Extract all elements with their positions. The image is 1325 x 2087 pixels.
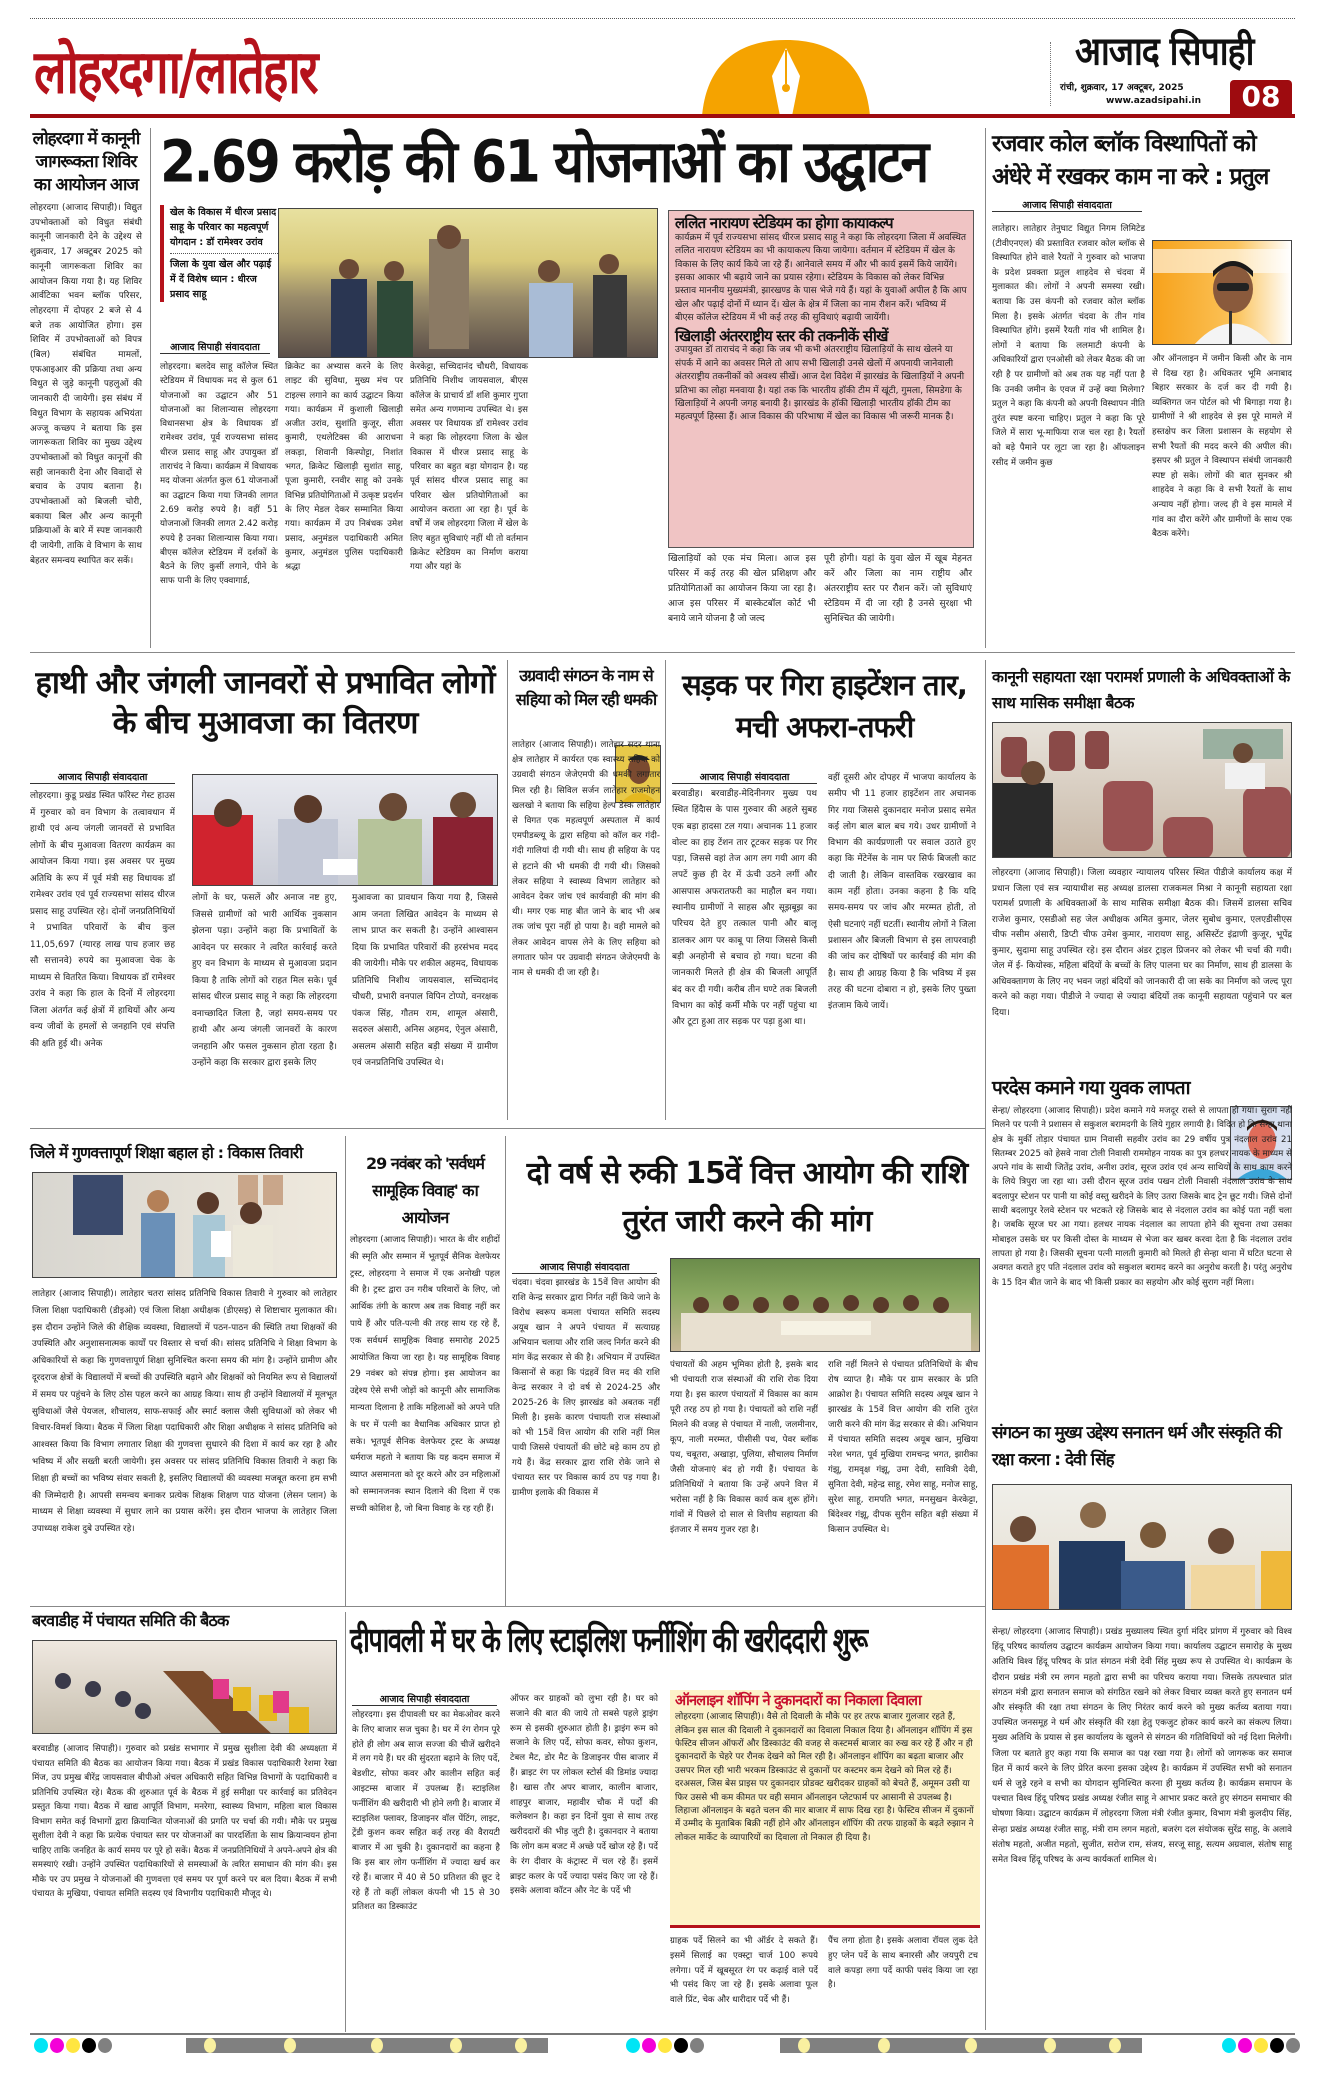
registration-oval — [965, 2038, 977, 2053]
top-dotted-rule — [30, 18, 1295, 19]
footer-rule — [30, 2033, 1295, 2035]
registration-dot — [98, 2038, 112, 2053]
registration-oval — [878, 2038, 890, 2053]
registration-oval — [1044, 2038, 1056, 2053]
registration-dot — [1222, 2038, 1236, 2053]
registration-oval — [798, 2038, 810, 2053]
main-col-4: खिलाड़ियों को एक मंच मिला। आज इस परिसर में कई तरह की खेल प्रशिक्षण और प्रतियोगिताओं का आयोजन किया जा रहा है। आज इस परिसर में बास्केटबॉल कोर्ट भी बनाये जाने योजना है जो जल्द — [668, 554, 816, 624]
panchayat-meeting-photo — [32, 1640, 337, 1734]
masthead-red-rule — [30, 114, 1295, 118]
dateline: रांची, शुक्रवार, 17 अक्टूबर, 2025 — [1060, 83, 1184, 93]
devi-singh-body: सेन्हा/ लोहरदगा (आजाद सिपाही)। प्रखंड मुख्यालय स्थित दुर्गा मंदिर प्रांगण में गुरुवार को विश्व हिंदू परिषद कार्यालय उद्घाटन कार्यक्रम आयोजन किया गया। कार्यालय उद्घाटन समारोह के मुख्य अतिथि विश्व हिंदू परिषद के प्रांत संगठन मंत्री देवी सिंह मुख्य रूप से उपस्थित थे। कार्यक्रम के दौरान प्रखंड मंत्री रम लगन महतो द्वारा सभी का परिचय कराया गया। जिसके तत्पश्चात प्रांत संगठन मंत्री द्वारा सनातन समाज को संगठित रखने को लेकर विचार व्यक्त करते हुए सनातन धर्म और संस्कृति की रक्षा तथा संगठन के लिए निरंतर कार्य करने को मुख्य कर्तव्य बताया गया। उपस्थित जनसमूह ने धर्म और संस्कृति की रक्षा हेतु एकजुट होकर कार्य करने का संकल्प लिया। मुख्य अतिथि के प्रयास से इस कार्यालय के खुलने से संगठन की गतिविधियों को नई दिशा मिलेगी। जिला पर बताते हुए कहा गया कि समाज का पक्ष रखा गया है। लोगों को जागरूक कर समाज हित में कार्य करने के लिए प्रेरित करना इसका उद्देश्य है। कार्यक्रम में उपस्थित सभी को सनातन धर्म से जुड़े रहने व सभी का योगदान सुनिश्चित करना ही मुख्य कर्तव्य है। कार्यक्रम समापन के पश्चात विश्व हिंदू परिषद प्रखंड अध्यक्ष रंजीत साहू ने आभार प्रकट करते हुए संगठन समाचार की घोषणा किया। उद्घाटन कार्यक्रम में लोहरदगा जिला मंत्री रंजीत कुमार, विभाग मंत्री कुलदीप सिंह, सेन्हा प्रखंड अध्यक्ष रंजीत साहू, मंत्री राम लगन महतो, बजरंग दल संयोजक सुरेंद्र साहू, के अलावे संतोष महतो, अजीत महतो, सुजीत, सरोज राम, संजय, सरजू साहू, सत्यम अग्रवाल, संतोष साहू समेत विश्व हिंदू परिषद के अन्य कार्यकर्ता शामिल थे। — [992, 1627, 1292, 1866]
column-rule — [665, 660, 666, 1120]
diwali-col-1: लोहरदगा। इस दीपावली घर का मेकओवर करने के लिए बाजार सज चुका है। घर में रंग रोगन पूरे होते ही लोग अब साज सज्जा की चीजें खरीदने में लग गये हैं। घर की सुंदरता बढ़ाने के लिए पर्दे, बेडशीट, सोफा कवर और कालीन सहित कई आइटम्स बाजार में उपलब्ध हैं। स्टाइलिश फर्नीशिंग की खरीदारी भी होने लगी है। बाजार में स्टाइलिश फ्लावर, डिजाइनर वॉल पेंटिंग, लाइट, ट्रेंडी कुशन कवर सहित कई तरह की वैरायटी बाजार में आ चुकी है। दुकानदारों का कहना है कि इस बार लोग फर्नीशिंग में ज्यादा खर्च कर रहे हैं। बाजार में 40 से 50 प्रतिशत की छूट दे रहे हैं तो कहीं लोकल कंपनी भी 15 से 30 प्रतिशत का डिस्काउंट — [352, 1710, 500, 1913]
main-col-5: पूरी होगी। यहां के युवा खेल में खूब मेहनत करें और जिला का नाम राष्ट्रीय और अंतरराष्ट्रीय स्तर पर रौशन करें। जो सुविधाएं स्टेडियम में दी जा रही है उनसे सुरक्षा भी सुनिश्चित की जायेगी। — [824, 554, 972, 624]
registration-oval — [515, 2038, 527, 2053]
byline: आजाद सिपाही संवाददाता — [30, 770, 175, 784]
section-rule — [30, 652, 1295, 653]
missing-body: सेन्हा/ लोहरदगा (आजाद सिपाही)। प्रदेश कमाने गये मजदूर रास्ते से लापता हो गया। सुराग नहीं मिलने पर पत्नी ने प्रशासन से सकुशल बरामदगी के लिये गुहार लगायी है। विदित हो कि सेन्हा थाना क्षेत्र के मुर्की तोड़ार पंचायत ग्राम निवासी सहवीर उरांव का 29 वर्षीय पुत्र नंदलाल उरांव 21 सितम्बर 2025 को हेसवे नावा टोली निवासी राममोहन नायक का पुत्र हलधर नायक के माध्यम से अपने गांव के साथी जितेंद्र उरांव, अनीश उरांव, सूरज उरांव एवं अन्य साथियों के साथ काम करने के लिये त्रिपुरा जा रहा था। उसी दौरान सूरज उरांव पखन टोली निवासी नंदलाल उरांव के साथ बदलापुर स्टेशन पर पानी या कोई वस्तु खरीदने के लिए उतरा जिसके बाद ट्रेन छूट गयी। जिसे दोनों साथी बदलापुर रेलवे स्टेशन पर भटकते रहे जिसके बाद से नंदलाल उरांव का कोई पता नहीं चला है। जबकि सूरज घर आ गया। हलधर नायक नंदलाल का लापता होने की सूचना तथा उसका मोबाइल उसके घर पर किसी दोस्त के माध्यम से भेजा कर खबर करवा देता है कि नंदलाल उरांव लापता हो गया है। जिसकी सूचना पत्नी मालती कुमारी को मिलते ही सेन्हा थाना में घटित घटना से अवगत कराते हुए पति नंदलाल उरांव को सकुशल बरामद करने का अनुरोध करती है। परंतु अनुरोध के 15 दिन बीत जाने के बाद भी किसी प्रकार का सहयोग और कोई सुराग नहीं मिला। — [992, 1106, 1292, 1288]
byline: आजाद सिपाही संवाददाता — [672, 770, 817, 784]
diwali-col-4: पैंच लगा होता है। इसके अलावा रॉयल लुक देते हुए प्लेन पर्दे के साथ बनारसी और जयपुरी टच वाले कपड़ा लगा पर्दे काफी पसंद किया जा रहा है। — [828, 1936, 978, 1991]
registration-dot — [642, 2038, 656, 2053]
legal-aid-headline: कानूनी सहायता रक्षा परामर्श प्रणाली के अधिवक्ताओं के साथ मासिक समीक्षा बैठक — [992, 668, 1290, 712]
story-legal-camp — [30, 128, 142, 569]
barwadih-body: बरवाडीह (आजाद सिपाही)। गुरुवार को प्रखंड सभागार में प्रमुख सुशीला देवी की अध्यक्षता में पंचायत समिति की बैठक का आयोजन किया गया। बैठक में प्रखंड विकास पदाधिकारी रेशमा रेखा मिंज, उप प्रमुख बीरेंद्र जायसवाल बीपीओ अंचल अधिकारी सहित विभिन्न विभागों के पदाधिकारी व प्रतिनिधि उपस्थित रहे। बैठक की शुरुआत पूर्व के बैठक में हुई समीक्षा पर कार्रवाई का प्रतिवेदन प्रस्तुत किया गया। बैठक में खाद्य आपूर्ति विभाग, मनरेगा, स्वास्थ्य विभाग, महिला बाल विकास विभाग समेत कई विभागों द्वारा क्रियान्वित योजनाओं की प्रगति पर चर्चा की गयी। मौके पर प्रमुख सुशीला देवी ने कहा कि प्रत्येक पंचायत स्तर पर योजनाओं का पारदर्शिता के साथ क्रियान्वयन होना चाहिए ताकि जनहित के कार्य समय पर पूरे हो सकें। बैठक में जनप्रतिनिधियों ने अपने-अपने क्षेत्र की समस्याएं रखी। उन्होंने उपस्थित पदाधिकारियों से समस्याओं के त्वरित समाधान की मांग की। इस मौके पर उप प्रमुख ने योजनाओं की गुणवत्ता एवं समय पर पूर्ण करने पर बल दिया। बैठक में सभी पंचायत के मुखिया, पंचायत समिति सदस्य एवं विभागीय पदाधिकारी मौजूद थे। — [32, 1744, 337, 1899]
meeting-photo — [992, 722, 1292, 858]
website: www.azadsipahi.in — [1106, 96, 1201, 106]
registration-dot — [1254, 2038, 1268, 2053]
main-col-3: केरकेट्टा, सच्चिदानंद चौधरी, विधायक प्रतिनिधि निशीथ जायसवाल, बीएस कॉलेज के प्राचार्य डॉ शशि कुमार गुप्ता समेत अन्य गणमान्य उपस्थित थे। इस अवसर पर विधायक डॉ रामेश्वर उरांव ने कहा कि लोहरदगा जिला के खेल विकास में धीरज प्रसाद साहू के परिवार का बहुत बड़ा योगदान है। यह पूर्व सांसद धीरज प्रसाद साहू का परिवार खेल प्रतियोगिताओं का आयोजन कराता आ रहा है। पूर्व के वर्षों में जब लोहरदगा जिला में खेल के लिए बहुत सुविधाएं नहीं थी तो वर्तमान क्रिकेट स्टेडियम का निर्माण कराया गया और यहां के — [410, 362, 528, 573]
registration-oval — [204, 2038, 216, 2053]
column-rule — [985, 128, 986, 648]
section-title: लोहरदगा/लातेहार — [34, 37, 317, 108]
footer-gray-bar — [186, 2038, 548, 2053]
finance-headline: दो वर्ष से रुकी 15वें वित्त आयोग की राशि तुरंत जारी करने की मांग — [526, 1156, 968, 1239]
column-rule — [985, 660, 986, 2030]
finance-col-3: राशि नहीं मिलने से पंचायत प्रतिनिधियों के बीच रोष व्याप्त है। मौके पर ग्राम सरकार के प्रति आक्रोश है। पंचायत समिति सदस्य अयूब खान ने झारखंड के 15वें वित्त आयोग की राशि तुरंत जारी करने की मांग केंद्र सरकार से की। अभियान में पंचायत समिति सदस्य अयूब खान, मुखिया नरेश भगत, पूर्व मुखिया रामचन्द्र भगत, झारीका गंझू, रामवृक्ष गंझू, उमा देवी, सावित्री देवी, सुनिता देवी, महेन्द्र साहू, रमेश साहू, मनोज साहू, सुरेश साहू, रामपति भगत, मनसुखन केरकेट्टा, बिंदेश्वर गंझू, दीपक सुरीन सहित बड़ी संख्या में किसान उपस्थित थे। — [828, 1360, 978, 1535]
online-shopping-box — [670, 1690, 980, 1928]
registration-oval — [284, 2038, 296, 2053]
hightension-headline: सड़क पर गिरा हाइटेंशन तार, मची अफरा-तफरी — [682, 668, 967, 744]
rajwar-col-1: लातेहार। लातेहार तेनुघाट विद्युत निगम लिमिटेड (टीवीएनएल) की प्रस्तावित रजवार कोल ब्लॉक से विस्थापित होने वाले रैयतों ने गुरुवार को भाजपा के प्रदेश प्रवक्ता प्रतुल शाहदेव से चंदवा में मुलाकात की। लोगों ने अपनी समस्या रखी। बताया कि उस कंपनी को रजवार कोल ब्लॉक मिला है। इसके अंतर्गत चंदवा के तीन गांव विस्थापित होंगे। इसमें रैयती गांव भी शामिल है। लोगों ने बताया कि ललमाटी कंपनी के अधिकारियों द्वारा एनओसी को लेकर बैठक की जा रही है पर ग्रामीणों को अब तक यह नहीं पता है कि उनकी जमीन के एवज में उन्हें क्या मिलेगा? प्रतुल ने कहा कि कंपनी को अपनी विस्थापन नीति तुरंत स्पष्ट करना चाहिए। प्रतुल ने कहा कि पूरे जिले में सारा भू-माफिया राज चल रहा है। रैयतों को बड़े पैमाने पर लूटा जा रहा है। ऑफलाइन रसीद में जमीन कुछ — [992, 224, 1145, 468]
box-text: उपायुक्त डॉ ताराचंद ने कहा कि जब भी कभी अंतरराष्ट्रीय खिलाड़ियों के साथ खेलने या संपर्क में आने का अवसर मिले तो आप सभी खिलाड़ी उनसे खेलों में अपनायी जानेवाली अंतरराष्ट्रीय तकनीकों को अवश्य सीखें। आज देश विदेश में झारखंड के खिलाड़ियों ने अपनी प्रतिभा का लोहा मनवाया है। यहां तक कि भारतीय हॉकी टीम में खूंटी, गुमला, सिमडेगा के खिलाड़ियों ने अपनी जगह बनायी है। झारखंड के हॉकी खिलाड़ी भारतीय हॉकी टीम का महत्वपूर्ण हिस्सा हैं। आज विकास की परिभाषा में खेल का विकास भी जरूरी मानक है। — [675, 345, 965, 423]
box-heading: ललित नारायण स्टेडियम का होगा कायाकल्प — [675, 214, 893, 232]
byline: आजाद सिपाही संवाददाता — [512, 1260, 657, 1274]
diwali-headline: दीपावली में घर के लिए स्टाइलिश फर्नीशिंग की खरीददारी शुरू — [350, 1620, 867, 1660]
marriage-headline: 29 नवंबर को 'सर्वधर्म सामूहिक विवाह' का आयोजन — [366, 1154, 484, 1227]
registration-dot — [626, 2038, 640, 2053]
registration-dot — [1286, 2038, 1300, 2053]
main-col-2: क्रिकेट का अभ्यास करने के लिए लाइट की सुविधा, मुख्य मंच पर टाइल्स लगाने का कार्य उद्घाटन किया गया। कार्यक्रम में कुशाली खिलाड़ी अजीत उरांव, सुशांति कुजूर, सीता कुमारी, एथलेटिक्स की आराधना लकड़ा, शिवानी किस्पोट्टा, निशांत भगत, क्रिकेट खिलाड़ी सुशांत साहू, पूजा कुमारी, रनवीर साहू को उनके विभिन्न प्रतियोगिताओं में उत्कृष्ट प्रदर्शन के लिए मेडल देकर सम्मानित किया गया। कार्यक्रम में उप निबंधक उमेश प्रसाद, अनुमंडल पदाधिकारी अमित कुमार, अनुमंडल पुलिस पदाधिकारी श्रद्धा — [285, 362, 403, 573]
masthead-divider — [1050, 42, 1051, 106]
elephant-col-2: लोगों के घर, फसलें और अनाज नष्ट हुए, जिससे ग्रामीणों को भारी आर्थिक नुकसान झेलना पड़ा। उन्होंने कहा कि प्रभावितों के आवेदन पर सरकार ने त्वरित कार्रवाई करते हुए वन विभाग के माध्यम से मुआवजा प्रदान किया है ताकि लोगों को राहत मिल सके। पूर्व सांसद धीरज प्रसाद साहू ने कहा कि लोहरदगा वनाच्छादित जिला है, जहां समय-समय पर हाथी और अन्य जंगली जानवरों के कारण जनहानि और फसल नुकसान होता रहता है। उन्होंने कहा कि सरकार द्वारा इसके लिए — [192, 893, 337, 1068]
headline: रजवार कोल ब्लॉक विस्थापितों को अंधेरे में रखकर काम ना करे : प्रतुल — [992, 131, 1269, 190]
pullquote-box — [160, 205, 278, 302]
box-text: कार्यक्रम में पूर्व राज्यसभा सांसद धीरज प्रसाद साहू ने कहा कि लोहरदगा जिला में अवस्थित ललित नारायण स्टेडियम का भी कायाकल्प किया जायेगा। वर्तमान में स्टेडियम में खेल के विकास के लिए कार्य किये जा रहे हैं। आनेवाले समय में और भी कार्य इसमें किये जायेंगे। इसका आकार भी बढ़ाये जाने का प्रयास रहेगा। स्टेडियम के विकास को लेकर विभिन्न प्रस्ताव माननीय मुख्यमंत्री, झारखण्ड के पास भेजे गये हैं। यहां के युवाओं अपील है कि आप खेल और पढ़ाई दोनों में ध्यान दें। खेल के क्षेत्र में जिला का नाम रौशन करें। भविष्य में बीएस कॉलेज स्टेडियम में भी कई तरह की सुविधाएं बढ़ायी जायेंगी। — [675, 232, 967, 324]
elephant-col-3: मुआवजा का प्रावधान किया गया है, जिससे आम जनता लिखित आवेदन के माध्यम से लाभ प्राप्त कर सकती है। उन्होंने आश्वासन दिया कि प्रभावित परिवारों की हरसंभव मदद की जायेगी। मौके पर शकील अहमद, विधायक प्रतिनिधि निशीथ जायसवाल, सच्चिदानंद चौधरी, प्रभारी वनपाल विपिन टोप्पो, वनरक्षक पंकज सिंह, गौतम राम, शामूल अंसारी, सदरुल अंसारी, अनिस अहमद, ऐनुल अंसारी, असलम अंसारी सहित बड़ी संख्या में ग्रामीण एवं जनप्रतिनिधि उपस्थित थे। — [352, 893, 498, 1068]
missing-headline: परदेस कमाने गया युवक लापता — [992, 1077, 1190, 1099]
column-rule — [150, 128, 151, 648]
diwali-col-3: ग्राहक पर्दे सिलने का भी ऑर्डर दे सकते हैं। इसमें सिलाई का एक्स्ट्रा चार्ज 100 रूपये लगेगा। पर्दे में खूबसूरत रंग पर कढ़ाई वाले पर्दे भी पसंद किए जा रहे हैं। इसके अलावा फूल वाले प्रिंट, चेक और धारीदार पर्दे भी हैं। — [670, 1936, 818, 2006]
legal-aid-body: लोहरदगा (आजाद सिपाही)। जिला व्यवहार न्यायालय परिसर स्थित पीडीजे कार्यालय कक्ष में प्रधान जिला एवं सत्र न्यायाधीश सह अध्यक्ष डालसा राजकमल मिश्रा ने कानूनी सहायता रक्षा परामर्श प्रणाली के अधिवक्ताओं के साथ मासिक समीक्षा बैठक की। जिसमें डालसा सचिव राजेश कुमार, एसडीओ सह जेल अधीक्षक अमित कुमार, जेलर सुबोध कुमार, एलएडीसीएस चीफ नसीम अंसारी, डिप्टी चीफ उमेश कुमार, नारायण साहू, असिस्टेंट इंद्राणी कुजूर, भूपेंद्र कुमार, सुदामा साहू उपस्थित रहे। इस दौरान अंडर ट्राइल प्रिजनर को लेकर भी चर्चा की गयी। जेल में ई- कियोस्क, महिला बंदियों के बच्चों के लिए पालना घर का निर्माण, साथ ही डालसा के अधिवक्तागण के लिए नए भवन जहां बंदियों को जानकारी दी जा सके का निर्माण को जल्द पूरा करने को कहा गया। पीडीजे ने ज्यादा से ज्यादा बंदियों तक कानूनी सहायता पहुंचाने पर बल दिया। — [992, 868, 1292, 1018]
page-number: 08 — [1230, 80, 1292, 114]
registration-dot — [1238, 2038, 1252, 2053]
byline: आजाद सिपाही संवाददाता — [160, 340, 270, 354]
elephant-headline: हाथी और जंगली जानवरों से प्रभावित लोगों के बीच मुआवजा का वितरण — [35, 665, 495, 741]
diwali-col-2: ऑफर कर ग्राहकों को लुभा रही है। घर को सजाने की बात की जाये तो सबसे पहले ड्राइंग रूम से इसकी शुरुआत होती है। ड्राइंग रूम को सजाने के लिए पर्दे, सोफा कवर, सोफा कुशन, टेबल मैट, डोर मैट के डिजाइनर पीस बाजार में हैं। ब्राइट रंग पर लोकल स्टोर्स की डिमांड ज्यादा है। खास तौर अपर बाजार, कालीन बाजार, शाहपुर बाजार, महावीर चौक में पर्दों की कलेक्शन है। कहा इन दिनों युवा से साथ तरह खरीददारों की भीड़ जुटी है। दुकानदार ने बताया कि लोग कम बजट में अच्छे पर्दे खोज रहे हैं। पर्दे के रंग दीवार के कंट्रास्ट में चल रहे हैं। इसमें ब्राइट कलर के पर्दे ज्यादा पसंद किए जा रहे हैं। इसके अलावा कॉटन और नेट के पर्दे भी — [510, 1694, 658, 1897]
registration-dot — [82, 2038, 96, 2053]
hightension-col-1: बरवाडीह। बरवाडीह-मेदिनीनगर मुख्य पथ स्थित हिंदैास के पास गुरुवार की अहले सुबह एक बड़ा हादसा टल गया। अचानक 11 हजार वोल्ट का हाइ टेंशन तार टूटकर सड़क पर गिर पड़ा, जिससे वहां तेज आग लग गयी आग की लपटें कुछ ही देर में ऊंची उठने लगीं और आसपास अफरातफरी का माहौल बन गया। स्थानीय ग्रामीणों ने साहस और सूझबूझ का परिचय देते हुए तत्काल पानी और बालू डालकर आग पर काबू पा लिया जिससे किसी बड़ी अनहोनी से बचाव हो गया। घटना की जानकारी मिलते ही क्षेत्र की बिजली आपूर्ति बंद कर दी गयी। करीब तीन घण्टे तक बिजली विभाग का कोई कर्मी मौके पर नहीं पहुंचा था और टूटा हुआ तार सड़क पर पड़ा हुआ था। — [672, 789, 817, 1028]
story-body: लोहरदगा (आजाद सिपाही)। विद्युत उपभोक्ताओं को विधुत संबंधी कानूनी जानकारी देने के उद्देश्य से शुक्रवार, 17 अक्टूबर 2025 को कानूनी जागरूकता शिविर का आयोजन किया गया है। यह शिविर आर्वटिका भवन ब्लॉक परिसर, लोहरदगा में दोपहर 2 बजे से 4 बजे तक आयोजित होगा। इस शिविर में उपभोक्ताओं को विपत्र (बिल) संबंधित मामलों, एफआइआर की प्रक्रिया तथा अन्य विधुत से जुड़े कानूनी पहलुओं की जानकारी दी जायेगी। इस संबंध में विधुत विभाग के सहायक अभियंता अज्जू कच्छप ने बताया कि इस जागरूकता शिविर का मुख्य उद्देश्य उपभोक्ताओं को विधुत कानूनों की सही जानकारी देना और विवादों से बचाव के उपाय बताना है। उपभोक्ताओं को बिजली चोरी, बकाया बिल और अन्य कानूनी प्रक्रियाओं के बारे में स्पष्ट जानकारी दी जायेगी, ताकि वे विभाग के साथ बेहतर समन्वय स्थापित कर सकें। — [30, 203, 142, 566]
column-rule — [505, 1136, 506, 1606]
footer-gray-bar — [780, 2038, 1142, 2053]
sahiya-headline: उग्रवादी संगठन के नाम से सहिया को मिल रही धमकी — [515, 666, 657, 709]
box-text: लोहरदगा (आजाद सिपाही)। वैसे तो दिवाली के मौके पर हर तरफ बाजार गुलजार रहते हैं, लेकिन इस साल की दिवाली ने दुकानदारों का दिवाला निकाल दिया है। ऑनलाइन शॉपिंग में इस फेस्टिव सीजन ऑफरों और डिस्काउंट की वजह से कस्टमर्स बाजार का रुख कर रहे हैं और न ही दुकानदारों के चेहरे पर रौनक देखने को मिल रही है। ऑनलाइन शॉपिंग का बढ़ता बाजार और उसपर मिल रही भारी भरकम डिस्काउंट से दुकानों पर कस्टमर कम देखने को मिल रहे हैं। दरअसल, जिस बेस प्राइस पर दुकानदार प्रोडक्ट खरीदकर ग्राहकों को बेचते हैं, अमूमन उसी या फिर उससे भी कम कीमत पर वही समान ऑनलाइन प्लेटफार्म पर आसानी से उपलब्ध है। लिहाजा ऑनलाइन के बढ़ते चलन की मार बाजार में साफ दिख रहा है। फेस्टिव सीजन में दुकानों में उम्मीद के मुताबिक बिक्री नहीं होने और ऑनलाइन शॉपिंग की तरफ ग्राहकों के बढ़ते रुझान ने लोकल मार्केट के व्यापारियों का दिवाला तो निकाल ही दिया है। — [675, 1712, 974, 1843]
education-body: लातेहार (आजाद सिपाही)। लातेहार चतरा सांसद प्रतिनिधि विकास तिवारी ने गुरुवार को लातेहार जिला शिक्षा पदाधिकारी (डीइओ) एवं जिला शिक्षा अधीक्षक (डीएसइ) से शिष्टाचार मुलाकात की। इस दौरान उन्होंने जिले की शैक्षिक व्यवस्था, विद्यालयों में पठन-पाठन की स्थिति तथा शिक्षकों की उपस्थिति और अनुशासनात्मक कार्यों पर विस्तार से चर्चा की। सांसद प्रतिनिधि ने शिक्षा विभाग के अधिकारियों से कहा कि गुणवत्तापूर्ण शिक्षा सुनिश्चित करना समय की मांग है। उन्होंने ग्रामीण और दूरदराज क्षेत्रों के विद्यालयों में बच्चों की उपस्थिति बढ़ाने और शिक्षकों को नियमित रूप से विद्यालयों में समय पर पहुंचने के लिए ठोस पहल करने का आग्रह किया। साथ ही उन्होंने विद्यालयों में मूलभूत सुविधाओं जैसे पेयजल, शौचालय, साफ-सफाई और स्मार्ट क्लास जैसी सुविधाओं को लेकर भी विचार-विमर्श किया। बैठक में जिला शिक्षा पदाधिकारी और शिक्षा अधीक्षक ने सांसद प्रतिनिधि को आश्वस्त किया कि विभाग लगातार शिक्षा की गुणवत्ता सुधारने की दिशा में कार्य कर रहा है और भविष्य में और सख्ती बरती जायेगी। इस अवसर पर सांसद प्रतिनिधि विकास तिवारी ने कहा कि शिक्षा ही बच्चों का भविष्य संवार सकती है, इसलिए विद्यालयों की व्यवस्था मजबूत करना हम सभी की जिम्मेदारी है। आपसी समन्वय बनाकर प्रत्येक शिक्षक शिक्षण पाठ योजना (लेसन प्लान) के माध्यम से शिक्षा व्यवस्था में सुधार लाने का प्रयास करेंगे। इस दौरान भाजपा के लातेहार जिला उपाध्यक्ष राकेश दुबे उपस्थित रहे। — [32, 1289, 337, 1535]
compensation-photo — [192, 774, 498, 886]
devi-singh-headline: संगठन का मुख्य उद्देश्य सनातन धर्म और संस्कृति की रक्षा करना : देवी सिंह — [992, 1423, 1281, 1470]
vhp-office-photo — [992, 1484, 1292, 1610]
education-photo — [32, 1172, 337, 1278]
hightension-col-2: वहीं दूसरी ओर दोपहर में भाजपा कार्यालय के समीप भी 11 हजार हाइटेंशन तार अचानक गिर गया जिससे दुकानदार मनोज प्रसाद समेत कई लोग बाल बाल बच गये। उधर ग्रामीणों ने विभाग की कार्यप्रणाली पर सवाल उठाते हुए कहा कि मेंटेनेंस के नाम पर सिर्फ बिजली काट दी जाती है। लेकिन वास्तविक रखरखाव का काम नहीं होता। उनका कहना है कि यदि समय-समय पर जांच और मरम्मत होती, तो ऐसी घटनाएं नहीं घटतीं। स्थानीय लोगों ने जिला प्रशासन और बिजली विभाग से इस लापरवाही की जांच कर दोषियों पर कार्रवाई की मांग की है। साथ ही आग्रह किया है कि भविष्य में इस तरह की घटना दोबारा न हो, इसके लिए पुख्ता इंतजाम किये जायें। — [828, 773, 976, 1012]
section-rule — [30, 1128, 985, 1129]
byline: आजाद सिपाही संवाददाता — [352, 1692, 497, 1706]
column-rule — [345, 1136, 346, 1606]
section-rule — [30, 1606, 985, 1607]
finance-col-1: चंदवा। चंदवा झारखंड के 15वें वित्त आयोग की राशि केन्द्र सरकार द्वारा निर्गत नहीं किये जाने के विरोध स्वरूप कमला पंचायत समिति सदस्य अयूब खान ने अपने पंचायत में सत्याग्रह अभियान चलाया और राशि जल्द निर्गत करने की मांग केंद्र सरकार से की है। अभियान में उपस्थित किसानों से कहा कि पंद्रहवें वित्त मद की राशि केन्द्र सरकार ने दो वर्ष से 2024-25 और 2025-26 के लिए झारखंड को अबतक नहीं मिली है। इसके कारण पंचायती राज संस्थाओं को भी 15वें वित्त आयोग की राशि नहीं मिल पायी जिससे पंचायतों की छोटे बड़े काम ठप हो गये हैं। केंद्र सरकार द्वारा राशि रोके जाने से पंचायत स्तर पर विकास कार्य ठप पड़ गया है। ग्रामीण इलाके की विकास में — [512, 1278, 660, 1498]
main-col-1: लोहरदगा। बलदेव साहू कॉलेज स्थित स्टेडियम में विधायक मद से कुल 61 योजनाओं का उद्घाटन और 51 योजनाओं का शिलान्यास लोहरदगा विधानसभा क्षेत्र के विधायक डॉ रामेश्वर उरांव, पूर्व राज्यसभा सांसद धीरज प्रसाद साहू और उपायुक्त डॉ ताराचंद ने किया। कार्यक्रम में विधायक मद योजना अंतर्गत कुल 61 योजनाओं का उद्घाटन किया गया जिनकी लागत 2.69 करोड़ रुपये है। वहीं 51 योजनाओं जिनकी लागत 2.42 करोड़ रुपये है उनका शिलान्यास किया गया। बीएस कॉलेज स्टेडियम में दर्शकों के बैठने के लिए कुर्सी लगाने, पीने के साफ पानी के लिए एक्वागार्ड, — [160, 362, 278, 587]
headline: लोहरदगा में कानूनी जागरूकता शिविर का आयोजन आज — [32, 129, 140, 195]
education-headline: जिले में गुणवत्तापूर्ण शिक्षा बहाल हो : विकास तिवारी — [30, 1144, 303, 1162]
barwadih-headline: बरवाडीह में पंचायत समिति की बैठक — [32, 1611, 229, 1630]
registration-oval — [450, 2038, 462, 2053]
pen-nib-logo — [702, 40, 870, 116]
registration-dot — [50, 2038, 64, 2053]
story-rajwar — [992, 128, 1295, 212]
column-rule — [345, 1612, 346, 2032]
registration-marks-right — [1222, 2038, 1300, 2053]
registration-dot — [690, 2038, 704, 2053]
main-photo — [278, 208, 658, 358]
column-rule — [507, 660, 508, 1120]
byline: आजाद सिपाही संवाददाता — [992, 198, 1142, 212]
finance-col-2: पंचायतों की अहम भूमिका होती है, इसके बाद भी पंचायती राज संस्थाओं की राशि रोक दिया गया है। इस कारण पंचायतों में विकास का काम पूरी तरह ठप हो गया है। पंचायतों को राशि नहीं मिलने की वजह से पंचायत में नाली, जलमीनार, कूप, नाली मरम्मत, पीसीसी पथ, पेवर ब्लॉक पथ, चबूतरा, अखाड़ा, पुलिया, सौचालय निर्माण जैसी योजनाएं बंद हो गयी हैं। पंचायत के प्रतिनिधियों ने बताया कि उन्हें अपने वित्त में भरोसा नहीं है कि विकास कार्य कब शुरू होंगे। गांवों में पिछले दो साल से वित्तीय सहायता की इंतजार में समय गुजर रहा है। — [670, 1360, 818, 1535]
main-headline: 2.69 करोड़ की 61 योजनाओं का उद्घाटन — [160, 128, 927, 197]
rajwar-col-2: और ऑनलाइन में जमीन किसी और के नाम से दिख रहा है। अधिकतर भूमि अनाबाद बिहार सरकार के दर्ज कर दी गयी है। व्यक्तिगत जन पोर्टल को भी बिगाड़ा गया है। ग्रामीणों ने श्री शाहदेव से इस पूरे मामले में हस्तक्षेप कर जिला प्रशासन के सहयोग से सभी रैयतों की मदद करने की अपील की। इसपर श्री प्रतुल ने विस्थापन संबंधी जानकारी स्पष्ट हो सके। लोगों की बात सुनकर श्री शाहदेव ने कहा कि वे सभी रैयतों के साथ अन्याय नहीं होगा। जल्द ही वे इस मामले में गांव का दौरा करेंगे और ग्रामीणों के साथ एक बैठक करेंगे। — [1152, 354, 1292, 540]
registration-dot — [1270, 2038, 1284, 2053]
satyagraha-photo — [670, 1258, 980, 1352]
pullquote: खेल के विकास में धीरज प्रसाद साहू के परिवार का महत्वपूर्ण योगदान : डॉ रामेश्वर उरांव — [170, 205, 278, 254]
registration-oval — [371, 2038, 383, 2053]
registration-dot — [658, 2038, 672, 2053]
pratul-photo — [1152, 240, 1292, 345]
pullquote: जिला के युवा खेल और पढ़ाई में दें विशेष ध्यान : धीरज प्रसाद साहू — [170, 259, 272, 300]
registration-marks-left — [34, 2038, 112, 2053]
box-heading: ऑनलाइन शॉपिंग ने दुकानदारों का निकाला दिवाला — [675, 1693, 921, 1709]
marriage-body: लोहरदगा (आजाद सिपाही)। भारत के वीर शहीदों की स्मृति और सम्मान में भूतपूर्व सैनिक वेलफेयर ट्रस्ट, लोहरदगा ने समाज में एक अनोखी पहल की है। ट्रस्ट द्वारा उन गरीब परिवारों के लिए, जो आर्थिक तंगी के कारण अब तक विवाह नहीं कर पाये हैं और पति-पत्नी की तरह साथ रह रहे हैं, एक सर्वधर्म सामूहिक विवाह समारोह 2025 आयोजित किया जा रहा है। यह सामूहिक विवाह 29 नवंबर को संपन्न होगा। इस आयोजन का उद्देश्य ऐसे सभी जोड़ों को कानूनी और सामाजिक मान्यता दिलाना है ताकि महिलाओं को अपने पति के घर में पत्नी का वैधानिक अधिकार प्राप्त हो सके। भूतपूर्व सैनिक वेलफेयर ट्रस्ट के अध्यक्ष धर्मराज महतो ने बताया कि यह कदम समाज में व्याप्त असमानता को दूर करने और उन महिलाओं को सम्मानजनक स्थान दिलाने की दिशा में एक सच्ची कोशिश है, जो बिना विवाह के रह रही हैं। — [350, 1235, 500, 1514]
registration-marks-center — [626, 2038, 704, 2053]
stadium-box — [668, 210, 974, 548]
registration-dot — [34, 2038, 48, 2053]
registration-dot — [66, 2038, 80, 2053]
registration-dot — [674, 2038, 688, 2053]
sahiya-body: लातेहार (आजाद सिपाही)। लातेहार सदर थाना क्षेत्र लातेहार में कार्यरत एक स्वास्थ्य सहिया को उग्रवादी संगठन जेजेएमपी की धमकी लगातार मिल रही है। सिविल सर्जन लातेहार राजमोहन खलखो ने बताया कि सहिया हेल्प डेस्क लातेहार से विगत एक महत्वपूर्ण अस्पताल में कार्य एमपीडब्ल्यू के द्वारा सहिया को कॉल कर गंदी-गंदी गालियां दी गयी थी। साथ ही सहिया के पद से हटाने की भी धमकी दी गयी थी। जिसको लेकर सहिया ने स्वास्थ्य विभाग लातेहार को आवेदन देकर जांच एवं कार्यवाही की मांग की थी। मगर एक माह बीत जाने के बाद भी अब तक जांच पूरा नहीं हो पाया है। वही मामले को लेकर आवेदन वापस लेने के लिए सहिया को लगातार फोन पर उग्रवादी संगठन जेजेएमपी के नाम से धमकी दी जा रही है। — [512, 740, 660, 979]
elephant-col-1: लोहरदगा। कुडू प्रखंड स्थित फॉरेस्ट गेस्ट हाउस में गुरुवार को वन विभाग के तत्वावधान में हाथी एवं अन्य जंगली जानवरों से प्रभावित लोगों के बीच मुआवजा वितरण कार्यक्रम का आयोजन किया गया। इस अवसर पर मुख्य अतिथि के रूप में पूर्व मंत्री सह विधायक डॉ रामेश्वर उरांव एवं पूर्व राज्यसभा सांसद धीरज प्रसाद साहू उपस्थित रहे। दोनों जनप्रतिनिधियों ने प्रभावित परिवारों के बीच कुल 11,05,697 (ग्यारह लाख पाच हजार छह सौ सत्तानवे) रुपये का मुआवजा चेक के माध्यम से वितरित किया। विधायक डॉ रामेश्वर उरांव ने कहा कि हाल के दिनों में लोहरदगा जिला अंतर्गत कई क्षेत्रों में हाथियों और अन्य वन्य जीवों के हमलों से जनहानि एवं संपत्ति की क्षति हुई थी। अनेक — [30, 791, 175, 1049]
box-heading: खिलाड़ी अंतरराष्ट्रीय स्तर की तकनीकें सीखें — [675, 326, 888, 345]
registration-oval — [1109, 2038, 1121, 2053]
paper-name-logo: आजाद सिपाही — [1075, 28, 1254, 75]
